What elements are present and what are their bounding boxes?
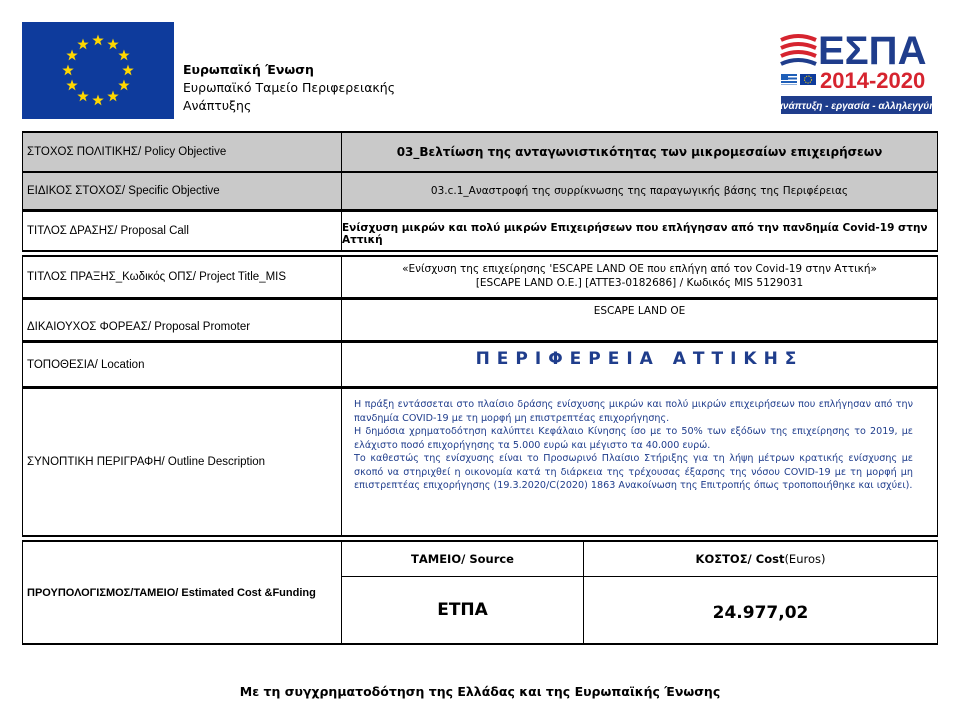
source-value: ΕΤΠΑ xyxy=(342,577,584,643)
project-value-line-2: [ESCAPE LAND O.E.] [ATTE3-0182686] / Κωδικός MIS 5129031 xyxy=(475,277,804,289)
specific-label: ΕΙΔΙΚΟΣ ΣΤΟΧΟΣ/ Specific Objective xyxy=(22,173,342,209)
project-value-line-1: «Ενίσχυση της επιχείρησης 'ESCAPE LAND ΟΕ που επλήγη από τον Covid-19 στην Αττική» xyxy=(402,263,877,275)
row-specific-objective xyxy=(22,173,938,209)
eu-line-3: Ανάπτυξης xyxy=(183,98,252,113)
row-estimated-cost xyxy=(22,542,938,643)
promoter-label: ΔΙΚΑΙΟΥΧΟΣ ΦΟΡΕΑΣ/ Proposal Promoter xyxy=(22,300,342,340)
description-label: ΣΥΝΟΠΤΙΚΗ ΠΕΡΙΓΡΑΦΗ/ Outline Description xyxy=(22,389,342,535)
budget-grid xyxy=(342,542,938,643)
description-paragraph-2: Η δημόσια χρηματοδότηση καλύπτει Κεφάλαιο Κίνησης ίσο με το 50% των εξόδων της επιχείρησης το 2019, με ελάχιστο ποσό επιχορήγησης τα 5.000 ευρώ και μέγιστο τα 40.000 ευρώ. xyxy=(354,426,913,451)
eu-text xyxy=(183,61,395,115)
project-value xyxy=(342,257,938,297)
greek-flag-icon xyxy=(781,74,797,85)
row-project-title xyxy=(22,257,938,297)
cost-header-title: ΚΟΣΤΟΣ/ Cost xyxy=(695,552,785,566)
row-proposal-promoter xyxy=(22,300,938,340)
promoter-value: ESCAPE LAND OE xyxy=(342,300,938,340)
cost-header-unit: (Euros) xyxy=(784,552,826,566)
espa-slogan: ανάπτυξη - εργασία - αλληλεγγύη xyxy=(778,101,936,112)
project-label: ΤΙΤΛΟΣ ΠΡΑΞΗΣ_Κωδικός ΟΠΣ/ Project Title_MIS xyxy=(22,257,342,297)
divider xyxy=(22,255,938,257)
eu-flag xyxy=(22,22,174,119)
divider xyxy=(22,643,938,645)
eu-mini-flag-icon xyxy=(800,74,816,85)
espa-word: ΕΣΠΑ xyxy=(818,29,927,73)
policy-value: 03_Βελτίωση της ανταγωνιστικότητας των μικρομεσαίων επιχειρήσεων xyxy=(342,133,938,171)
cost-value: 24.977,02 xyxy=(712,603,809,623)
description-value xyxy=(342,389,938,535)
source-header: ΤΑΜΕΙΟ/ Source xyxy=(342,542,584,576)
policy-label: ΣΤΟΧΟΣ ΠΟΛΙΤΙΚΗΣ/ Policy Objective xyxy=(22,133,342,171)
budget-label: ΠΡΟΥΠΟΛΟΓΙΣΜΟΣ/ΤΑΜΕΙΟ/ Estimated Cost &Funding xyxy=(22,542,342,643)
call-label: ΤΙΤΛΟΣ ΔΡΑΣΗΣ/ Proposal Call xyxy=(22,212,342,250)
divider xyxy=(22,535,938,537)
eu-line-2: Ευρωπαϊκό Ταμείο Περιφερειακής xyxy=(183,80,396,95)
eu-stars-icon xyxy=(22,22,174,119)
espa-logo xyxy=(778,22,938,118)
call-value: Ενίσχυση μικρών και πολύ μικρών Επιχειρήσεων που επλήγησαν από την πανδημία Covid-19 στην Αττική xyxy=(342,212,938,250)
row-outline-description xyxy=(22,389,938,535)
row-policy-objective xyxy=(22,133,938,171)
cost-header xyxy=(584,542,937,576)
espa-stripes-icon xyxy=(781,36,816,64)
location-value: ΠΕΡΙΦΕΡΕΙΑ ΑΤΤΙΚΗΣ xyxy=(342,343,938,386)
description-paragraph-3: Το καθεστώς της ενίσχυσης είναι το Προσωρινό Πλαίσιο Στήριξης για τη λήψη μέτρων κρατικής ενίσχυσης με σκοπό να στηριχθεί η οικονομία κατά τη διάρκεια της τρέχουσας έξαρσης της νόσου COVID-19 με τη μορφή μη επιστρεπτέας επιχορήγησης (19.3.2020/C(2020) 1863 Ανακοίνωση της Επιτροπής όπως τροποποιήθηκε και ισχύει). xyxy=(354,453,913,491)
row-location xyxy=(22,343,938,386)
espa-years: 2014-2020 xyxy=(820,68,926,93)
divider xyxy=(22,250,938,252)
row-proposal-call xyxy=(22,212,938,250)
cofunding-footer: Με τη συγχρηματοδότηση της Ελλάδας και της Ευρωπαϊκής Ένωσης xyxy=(239,684,721,699)
eu-line-1: Ευρωπαϊκή Ένωση xyxy=(183,62,314,77)
description-paragraph-1: Η πράξη εντάσσεται στο πλαίσιο δράσης ενίσχυσης μικρών και πολύ μικρών επιχειρήσεων που επλήγησαν από την πανδημία COVID-19 με τη μορφή μη επιστρεπτέας επιχορήγησης. xyxy=(354,399,913,424)
specific-value: 03.c.1_Αναστροφή της συρρίκνωσης της παραγωγικής βάσης της Περιφέρειας xyxy=(342,173,938,209)
location-label: ΤΟΠΟΘΕΣΙΑ/ Location xyxy=(22,343,342,386)
